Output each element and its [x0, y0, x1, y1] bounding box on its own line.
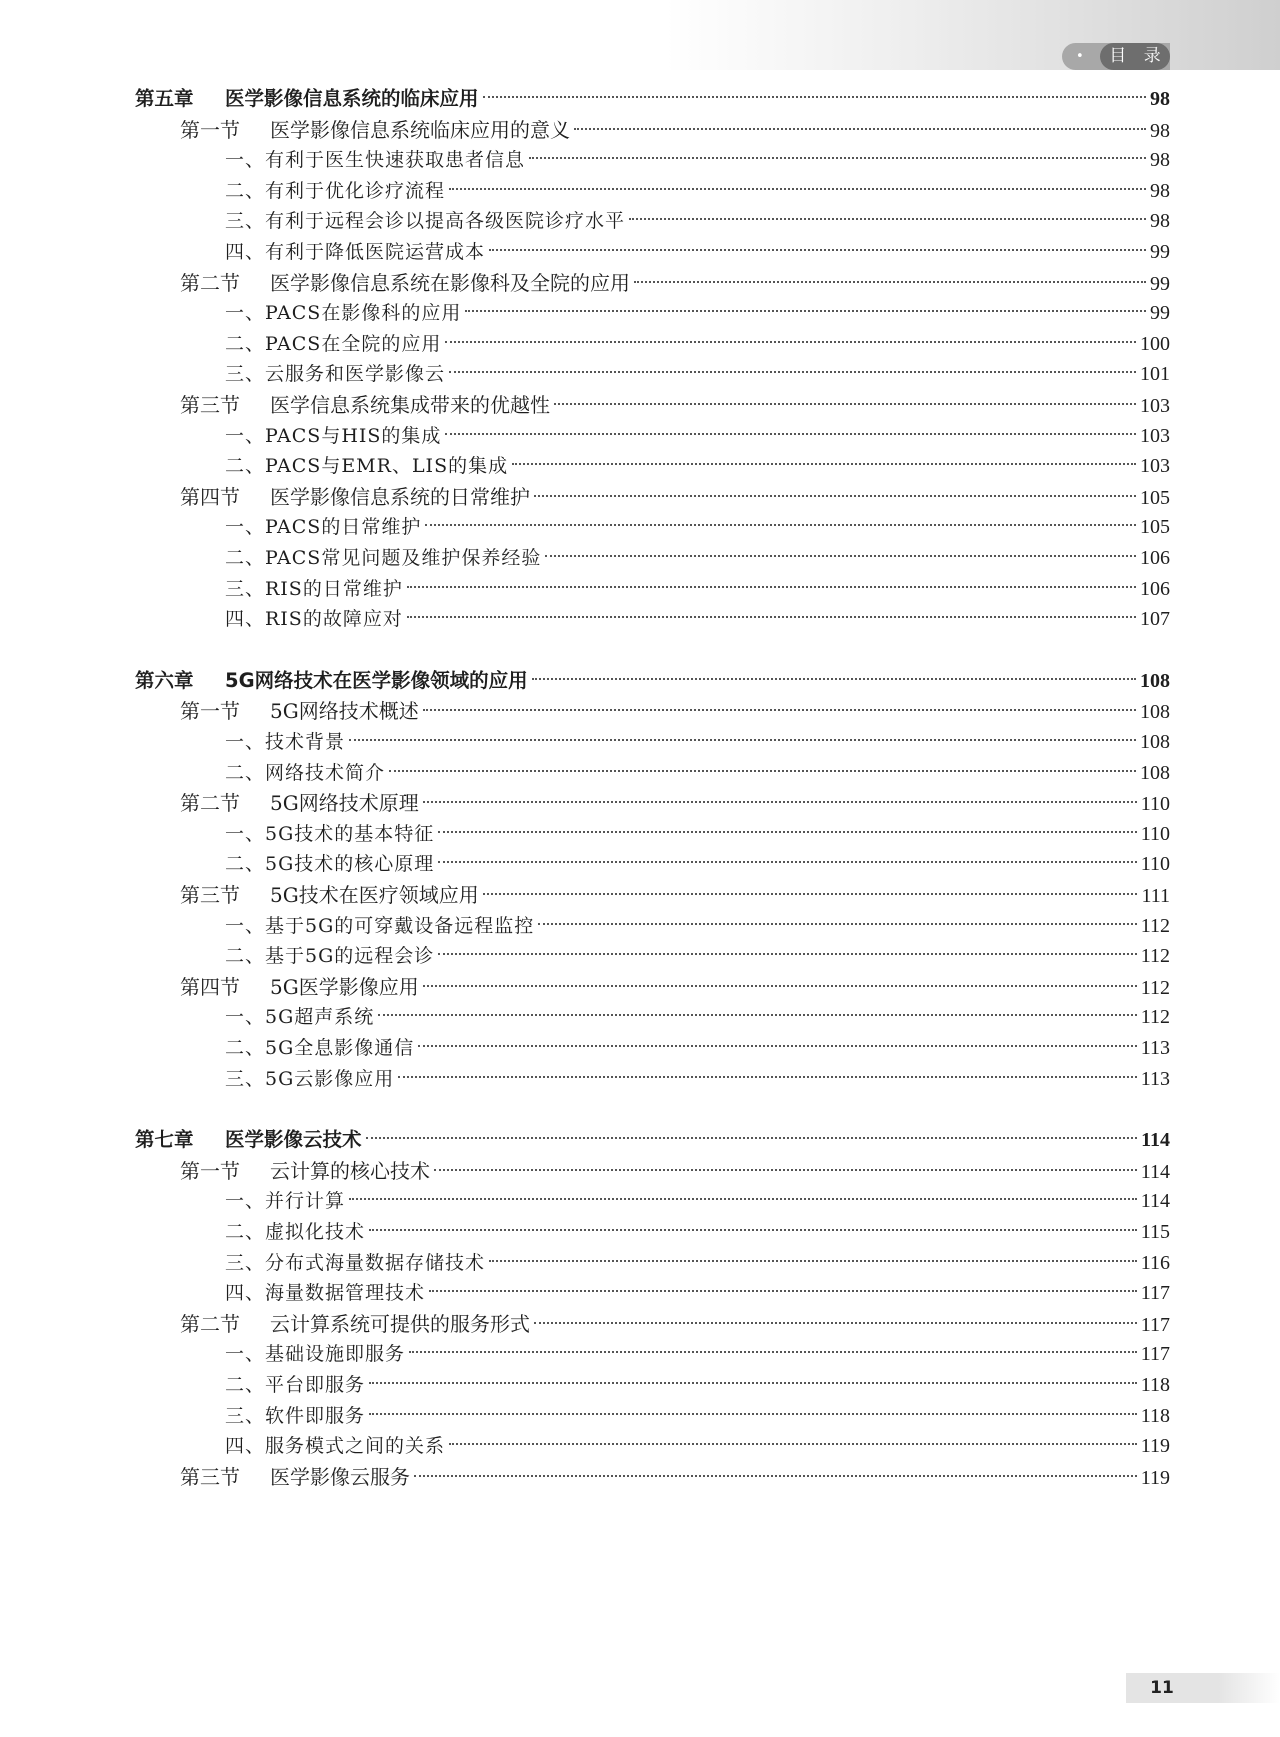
section-title: 医学影像信息系统在影像科及全院的应用 [270, 270, 630, 295]
dot-leader [538, 923, 1136, 925]
dot-leader [369, 1413, 1137, 1415]
item-title: 一、技术背景 [225, 731, 346, 753]
dot-leader [445, 433, 1136, 435]
toc-entry-section[interactable] [180, 972, 1170, 1002]
toc-entry-section[interactable] [180, 115, 1170, 145]
toc-entry-item[interactable] [225, 298, 1170, 328]
toc-entry-item[interactable] [225, 941, 1170, 971]
toc-entry-item[interactable] [225, 1370, 1170, 1400]
toc-entry-item[interactable] [225, 145, 1170, 175]
toc-entry-item[interactable] [225, 329, 1170, 359]
toc-entry-item[interactable] [225, 1186, 1170, 1216]
item-title: 四、服务模式之间的关系 [225, 1435, 446, 1458]
page-ref: 118 [1140, 1374, 1170, 1396]
page-ref: 110 [1140, 793, 1170, 816]
page-ref: 108 [1140, 731, 1170, 753]
dot-leader [449, 1443, 1137, 1445]
section-number: 第二节 [180, 270, 240, 295]
dot-leader [574, 128, 1146, 130]
page-ref: 118 [1140, 1404, 1170, 1427]
item-title: 三、有利于远程会诊以提高各级医院诊疗水平 [225, 210, 626, 233]
dot-leader [398, 1076, 1136, 1078]
page-ref: 103 [1140, 455, 1170, 478]
page-ref: 99 [1150, 272, 1170, 295]
toc-entry-section[interactable] [180, 788, 1170, 818]
toc-entry-item[interactable] [225, 421, 1170, 451]
item-title: 一、5G技术的基本特征 [225, 822, 435, 845]
chapter-number: 第五章 [135, 87, 194, 110]
toc-entry-item[interactable] [225, 451, 1170, 481]
toc-entry-item[interactable] [225, 1431, 1170, 1461]
toc-entry-item[interactable] [225, 1401, 1170, 1431]
dot-leader [449, 371, 1136, 373]
page-ref: 110 [1140, 853, 1170, 876]
dot-leader [445, 341, 1136, 343]
toc-entry-item[interactable] [225, 176, 1170, 206]
toc-entry-item[interactable] [225, 1278, 1170, 1308]
toc-entry-item[interactable] [225, 206, 1170, 236]
page-ref: 112 [1140, 976, 1170, 999]
toc-entry-item[interactable] [225, 758, 1170, 788]
toc-entry-item[interactable] [225, 911, 1170, 941]
toc-entry-section[interactable] [180, 1462, 1170, 1492]
dot-leader [423, 801, 1137, 803]
item-title: 二、PACS在全院的应用 [225, 332, 442, 355]
page-ref: 116 [1140, 1251, 1170, 1274]
dot-leader [425, 524, 1136, 526]
item-title: 一、并行计算 [225, 1190, 346, 1213]
item-title: 一、PACS的日常维护 [225, 516, 422, 539]
page-ref: 119 [1140, 1435, 1170, 1458]
page-ref: 117 [1140, 1343, 1170, 1366]
dot-leader [545, 555, 1136, 557]
page-ref: 98 [1150, 149, 1170, 172]
page-ref: 103 [1140, 424, 1170, 447]
page-ref: 103 [1140, 395, 1170, 417]
dot-leader [512, 463, 1136, 465]
item-title: 二、网络技术简介 [225, 761, 386, 784]
dot-leader [434, 1169, 1137, 1171]
dot-leader [418, 1045, 1136, 1047]
section-number: 第一节 [180, 699, 240, 724]
item-title: 三、云服务和医学影像云 [225, 363, 446, 386]
page-ref: 100 [1140, 332, 1170, 355]
section-title: 云计算系统可提供的服务形式 [270, 1311, 530, 1336]
toc-entry-item[interactable] [225, 819, 1170, 849]
chapter-number: 第七章 [135, 1128, 194, 1152]
item-title: 四、海量数据管理技术 [225, 1282, 426, 1305]
toc-entry-section[interactable] [180, 696, 1170, 726]
item-title: 二、PACS常见问题及维护保养经验 [225, 547, 542, 569]
page-ref: 106 [1140, 577, 1170, 600]
page-ref: 112 [1140, 914, 1170, 937]
toc-entry-item[interactable] [225, 543, 1170, 573]
item-title: 二、平台即服务 [225, 1374, 366, 1396]
toc-entry-item[interactable] [225, 574, 1170, 604]
dot-leader [483, 96, 1146, 98]
dot-leader [366, 1137, 1138, 1139]
section-number: 第三节 [180, 1464, 240, 1489]
toc-entry-chapter[interactable] [135, 84, 1170, 114]
chapter-title: 5G网络技术在医学影像领域的应用 [225, 668, 528, 692]
toc-entry-item[interactable] [225, 604, 1170, 634]
toc-entry-item[interactable] [225, 1217, 1170, 1247]
toc-entry-section[interactable] [180, 482, 1170, 512]
section-title: 医学影像信息系统临床应用的意义 [270, 117, 570, 142]
toc-entry-section[interactable] [180, 268, 1170, 298]
dot-leader [429, 1290, 1137, 1292]
dot-leader [634, 281, 1146, 283]
page-ref: 99 [1150, 302, 1170, 325]
toc-entry-item[interactable] [225, 512, 1170, 542]
section-number: 第二节 [180, 791, 240, 816]
section-number: 第三节 [180, 883, 240, 907]
page-ref: 113 [1140, 1037, 1170, 1059]
chapter-number: 第六章 [135, 668, 194, 692]
item-title: 一、基于5G的可穿戴设备远程监控 [225, 914, 535, 937]
dot-leader [378, 1014, 1136, 1016]
page-ref: 112 [1140, 1006, 1170, 1029]
page-number: 11 [1150, 1678, 1174, 1698]
page-ref: 99 [1150, 241, 1170, 263]
dot-leader [389, 770, 1136, 772]
toc-entry-item[interactable] [225, 1064, 1170, 1094]
dot-leader [483, 893, 1138, 895]
section-number: 第一节 [180, 117, 240, 142]
dot-leader [349, 1198, 1137, 1200]
page-ref: 105 [1140, 516, 1170, 539]
dot-leader [414, 1475, 1137, 1477]
page-ref: 107 [1140, 608, 1170, 631]
header-bullet: • [1076, 49, 1084, 64]
toc-entry-section[interactable] [180, 880, 1170, 910]
page-ref: 113 [1140, 1067, 1170, 1090]
toc-entry-section[interactable] [180, 390, 1170, 420]
dot-leader [629, 218, 1146, 220]
page-ref: 117 [1140, 1313, 1170, 1336]
item-title: 四、有利于降低医院运营成本 [225, 241, 486, 263]
item-title: 二、基于5G的远程会诊 [225, 945, 435, 968]
dot-leader [449, 188, 1146, 190]
dot-leader [423, 985, 1137, 987]
toc-entry-item[interactable] [225, 359, 1170, 389]
toc-entry-item[interactable] [225, 1248, 1170, 1278]
page-ref: 108 [1140, 761, 1170, 784]
toc-entry-item[interactable] [225, 237, 1170, 267]
toc-entry-section[interactable] [180, 1156, 1170, 1186]
section-title: 云计算的核心技术 [270, 1158, 430, 1183]
dot-leader [438, 953, 1136, 955]
page-ref: 114 [1140, 1160, 1170, 1183]
section-number: 第二节 [180, 1311, 240, 1336]
section-number: 第三节 [180, 393, 240, 417]
page-ref: 111 [1141, 885, 1170, 907]
section-title: 5G网络技术原理 [270, 791, 419, 816]
page-ref: 105 [1140, 486, 1170, 509]
page-ref: 106 [1140, 547, 1170, 569]
item-title: 二、5G技术的核心原理 [225, 853, 435, 876]
section-title: 5G网络技术概述 [270, 699, 419, 724]
dot-leader [529, 157, 1146, 159]
dot-leader [489, 249, 1146, 251]
section-title: 医学信息系统集成带来的优越性 [270, 393, 550, 417]
page-ref: 98 [1150, 210, 1170, 233]
page-ref: 117 [1140, 1282, 1170, 1305]
dot-leader [532, 678, 1136, 680]
chapter-title: 医学影像信息系统的临床应用 [225, 87, 479, 110]
page-ref: 98 [1150, 88, 1170, 110]
item-title: 一、PACS与HIS的集成 [225, 424, 442, 447]
page-ref: 108 [1140, 701, 1170, 724]
section-number: 第四节 [180, 974, 240, 999]
dot-leader [534, 495, 1136, 497]
toc-entry-item[interactable] [225, 1002, 1170, 1032]
item-title: 三、软件即服务 [225, 1404, 366, 1427]
page-ref: 98 [1150, 179, 1170, 202]
item-title: 一、有利于医生快速获取患者信息 [225, 149, 526, 172]
section-title: 医学影像云服务 [270, 1464, 410, 1489]
page-ref: 108 [1140, 669, 1170, 692]
toc-entry-chapter[interactable] [135, 1125, 1170, 1155]
toc-entry-chapter[interactable] [135, 666, 1170, 696]
page-ref: 114 [1141, 1129, 1170, 1152]
dot-leader [409, 1351, 1137, 1353]
chapter-title: 医学影像云技术 [225, 1128, 362, 1152]
item-title: 三、5G云影像应用 [225, 1067, 395, 1090]
dot-leader [465, 310, 1146, 312]
toc-entry-section[interactable] [180, 1309, 1170, 1339]
item-title: 三、分布式海量数据存储技术 [225, 1251, 486, 1274]
item-title: 一、PACS在影像科的应用 [225, 302, 462, 325]
item-title: 一、基础设施即服务 [225, 1343, 406, 1366]
page-ref: 110 [1140, 822, 1170, 845]
item-title: 二、PACS与EMR、LIS的集成 [225, 455, 509, 478]
page-ref: 101 [1140, 363, 1170, 386]
item-title: 二、5G全息影像通信 [225, 1037, 415, 1059]
item-title: 一、5G超声系统 [225, 1006, 375, 1029]
dot-leader [554, 403, 1136, 405]
dot-leader [438, 861, 1136, 863]
page-ref: 114 [1140, 1190, 1170, 1213]
toc-entry-item[interactable] [225, 727, 1170, 757]
dot-leader [407, 586, 1136, 588]
toc-entry-item[interactable] [225, 1339, 1170, 1369]
dot-leader [349, 739, 1136, 741]
toc-entry-item[interactable] [225, 1033, 1170, 1063]
dot-leader [534, 1322, 1137, 1324]
header-section-label: 目 录 [1100, 43, 1170, 70]
page-ref: 98 [1150, 119, 1170, 142]
page-ref: 119 [1140, 1466, 1170, 1489]
page-ref: 115 [1140, 1221, 1170, 1243]
section-number: 第一节 [180, 1158, 240, 1183]
dot-leader [423, 709, 1136, 711]
item-title: 二、虚拟化技术 [225, 1221, 366, 1243]
page-ref: 112 [1140, 945, 1170, 968]
toc-entry-item[interactable] [225, 849, 1170, 879]
section-title: 5G技术在医疗领域应用 [270, 883, 479, 907]
section-title: 5G医学影像应用 [270, 974, 419, 999]
section-title: 医学影像信息系统的日常维护 [270, 484, 530, 509]
item-title: 二、有利于优化诊疗流程 [225, 179, 446, 202]
item-title: 三、RIS的日常维护 [225, 577, 403, 600]
section-number: 第四节 [180, 484, 240, 509]
dot-leader [369, 1229, 1137, 1231]
dot-leader [407, 616, 1136, 618]
dot-leader [438, 831, 1136, 833]
dot-leader [489, 1260, 1137, 1262]
item-title: 四、RIS的故障应对 [225, 608, 403, 631]
dot-leader [369, 1382, 1137, 1384]
